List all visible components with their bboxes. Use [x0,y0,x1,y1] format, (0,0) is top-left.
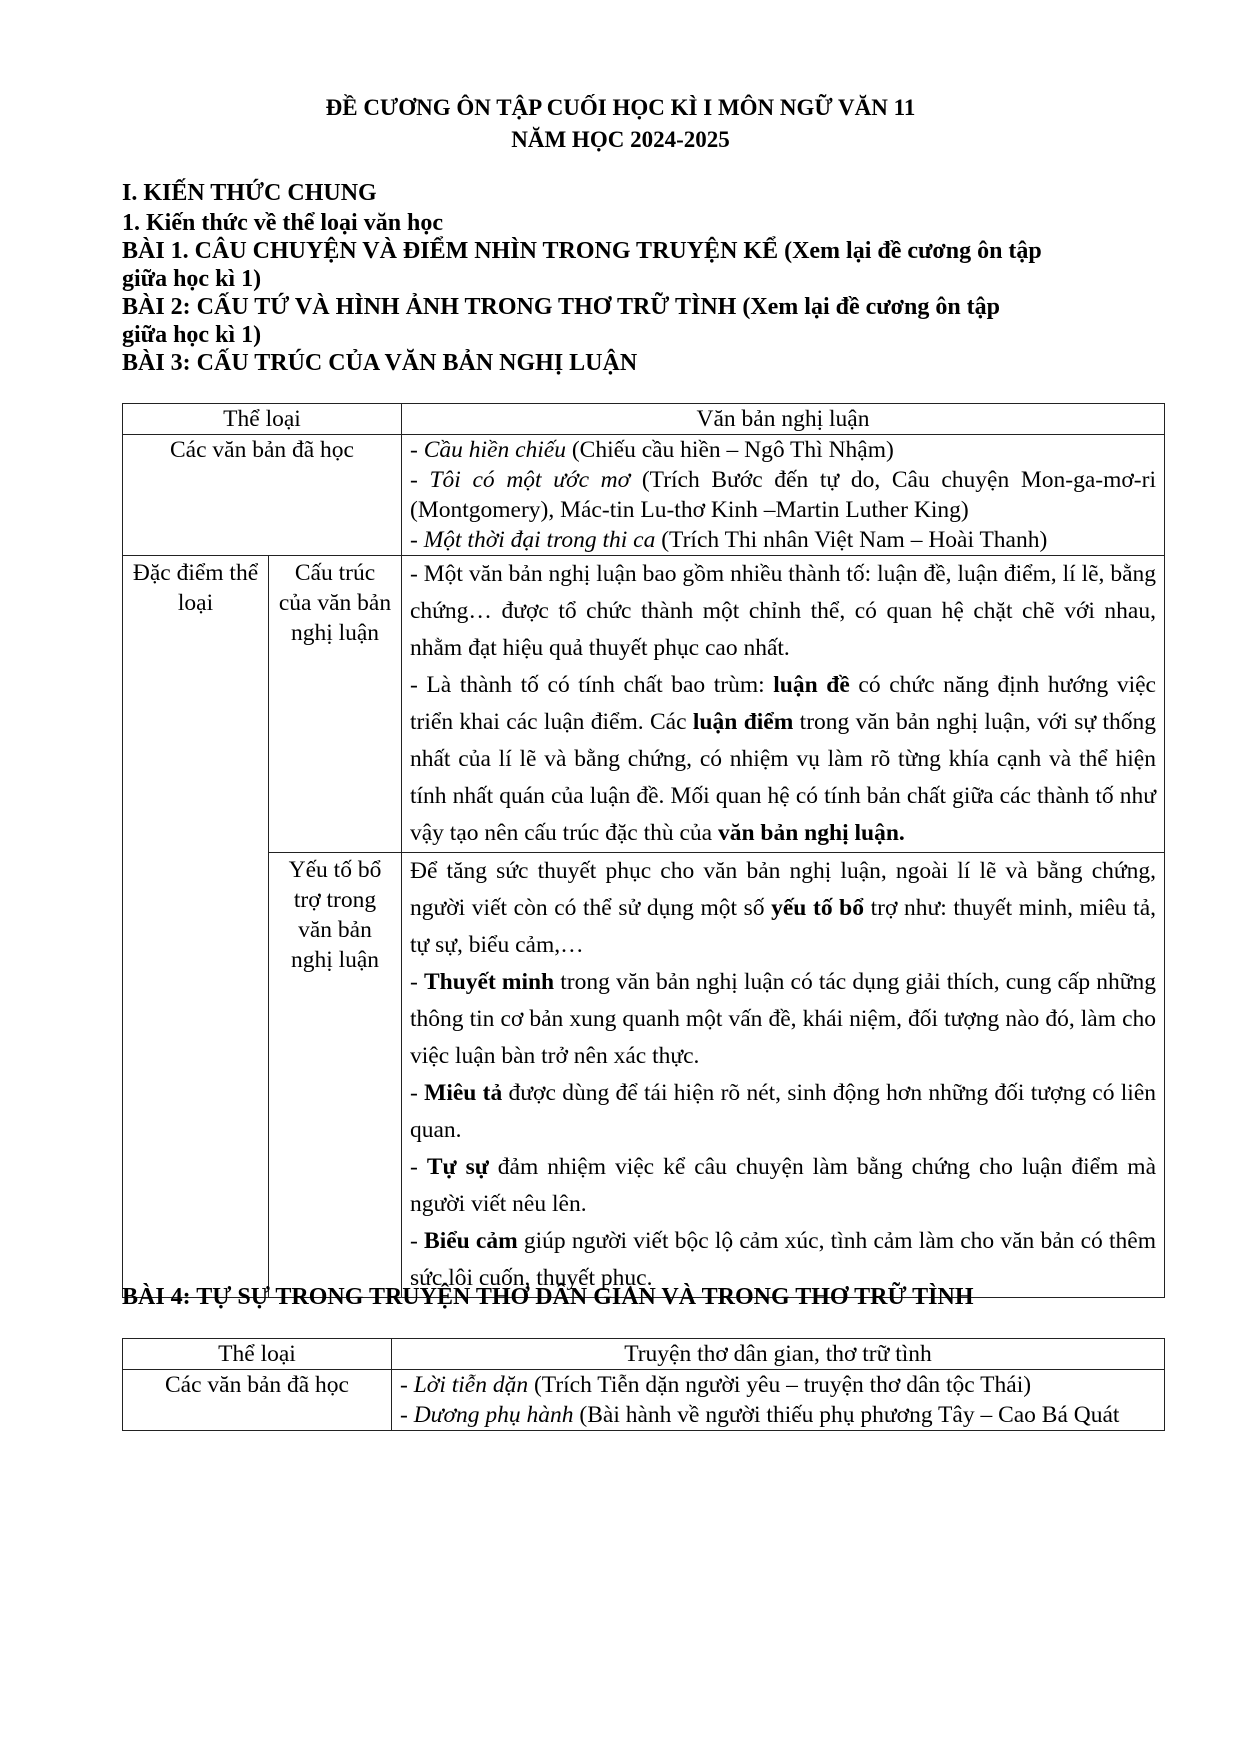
bai4-heading: BÀI 4: TỰ SỰ TRONG TRUYỆN THƠ DÂN GIAN VÀ TRONG THƠ TRỮ TÌNH [122,1284,974,1310]
paragraph: - Là thành tố có tính chất bao trùm: luận đề có chức năng định hướng việc triển khai các luận điểm. Các luận điểm trong văn bản nghị luận, với sự thống nhất của lí lẽ và bằng chứng, có nhiệm vụ làm rõ từng khía cạnh và thể hiện tính nhất quán của luận đề. Mối quan hệ có tính bản chất giữa các thành tố như vậy tạo nên cấu trúc đặc thù của văn bản nghị luận. [410,672,1156,846]
studied-texts-list [392,1370,1165,1431]
document-title: ĐỀ CƯƠNG ÔN TẬP CUỐI HỌC KÌ I MÔN NGỮ VĂN 11 [325,95,916,120]
section-heading: I. KIẾN THỨC CHUNG [122,180,377,206]
paragraph: - Một văn bản nghị luận bao gồm nhiều thành tố: luận đề, luận điểm, lí lẽ, bằng chứng… được tổ chức thành một chỉnh thể, có quan hệ chặt chẽ với nhau, nhằm đạt hiệu quả thuyết phục cao nhất. [410,561,1156,661]
header-text-type: Truyện thơ dân gian, thơ trữ tình [392,1339,1165,1370]
bai1-heading-line2: giữa học kì 1) [122,266,262,292]
row-label-studied-texts: Các văn bản đã học [123,435,402,556]
row-label-supporting-elements: Yếu tố bổ trợ trong văn bản nghị luận [269,853,402,1298]
genre-table-nghi-luan [122,403,1165,1298]
paragraph: - Miêu tả được dùng để tái hiện rõ nét, sinh động hơn những đối tượng có liên quan. [410,1080,1156,1143]
genre-table-truyen-tho [122,1338,1165,1431]
table-row [123,556,1165,853]
bai2-heading-line1: BÀI 2: CẤU TỨ VÀ HÌNH ẢNH TRONG THƠ TRỮ TÌNH (Xem lại đề cương ôn tập [122,294,1001,320]
table-row [123,1370,1165,1431]
row-label-structure: Cấu trúc của văn bản nghị luận [269,556,402,853]
table-header-row [123,404,1165,435]
table-row [123,435,1165,556]
header-text-type: Văn bản nghị luận [402,404,1165,435]
school-year: NĂM HỌC 2024-2025 [511,127,730,152]
paragraph: - Biểu cảm giúp người viết bộc lộ cảm xúc, tình cảm làm cho văn bản có thêm sức lôi cuốn, thuyết phục. [410,1228,1156,1291]
list-item: - Cầu hiền chiếu (Chiếu cầu hiền – Ngô Thì Nhậm) [410,437,894,463]
list-item: - Lời tiễn dặn (Trích Tiễn dặn người yêu – truyện thơ dân tộc Thái) [400,1372,1032,1398]
bai1-heading-line1: BÀI 1. CÂU CHUYỆN VÀ ĐIỂM NHÌN TRONG TRUYỆN KỂ (Xem lại đề cương ôn tập [122,238,1042,264]
row-label-genre-features: Đặc điểm thể loại [123,556,269,1298]
studied-texts-list [402,435,1165,556]
list-item: - Tôi có một ước mơ (Trích Bước đến tự do, Câu chuyện Mon-ga-mơ-ri (Montgomery), Mác-tin Lu-thơ Kinh –Martin Luther King) [410,467,1156,523]
table-row [123,853,1165,1298]
table-header-row [123,1339,1165,1370]
subsection-heading: 1. Kiến thức về thể loại văn học [122,210,444,236]
row-label-studied-texts: Các văn bản đã học [123,1370,392,1431]
list-item: - Dương phụ hành (Bài hành về người thiếu phụ phương Tây – Cao Bá Quát [400,1402,1120,1428]
supporting-elements-content [402,853,1165,1298]
bai3-heading: BÀI 3: CẤU TRÚC CỦA VĂN BẢN NGHỊ LUẬN [122,350,638,376]
paragraph: - Tự sự đảm nhiệm việc kể câu chuyện làm bằng chứng cho luận điểm mà người viết nêu lên. [410,1154,1156,1217]
header-genre: Thể loại [123,1339,392,1370]
structure-content [402,556,1165,853]
bai2-heading-line2: giữa học kì 1) [122,322,262,348]
paragraph: Để tăng sức thuyết phục cho văn bản nghị luận, ngoài lí lẽ và bằng chứng, người viết còn có thể sử dụng một số yếu tố bổ trợ như: thuyết minh, miêu tả, tự sự, biểu cảm,… [410,858,1156,958]
list-item: - Một thời đại trong thi ca (Trích Thi nhân Việt Nam – Hoài Thanh) [410,527,1048,553]
header-genre: Thể loại [123,404,402,435]
paragraph: - Thuyết minh trong văn bản nghị luận có tác dụng giải thích, cung cấp những thông tin cơ bản xung quanh một vấn đề, khái niệm, đối tượng nào đó, làm cho việc luận bàn trở nên xác thực. [410,969,1157,1069]
